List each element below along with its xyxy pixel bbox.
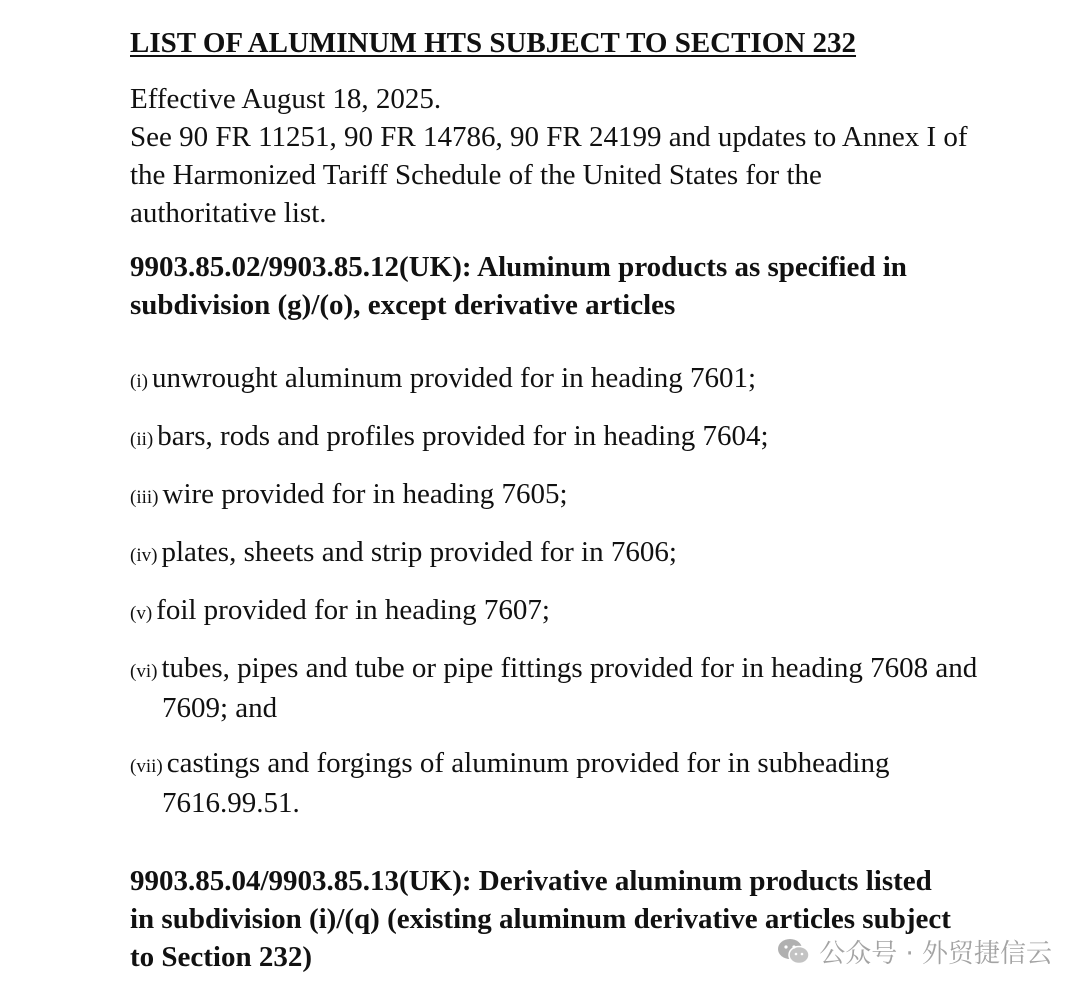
item-text: castings and forgings of aluminum provided for in subheading 7616.99.51. xyxy=(162,747,890,819)
item-text: bars, rods and profiles provided for in heading 7604; xyxy=(157,420,769,452)
list-item xyxy=(130,745,1022,822)
item-number: (vi) xyxy=(130,661,158,682)
list-item xyxy=(130,592,1022,632)
item-text: foil provided for in heading 7607; xyxy=(156,594,550,626)
item-number: (i) xyxy=(130,371,148,392)
list-item xyxy=(130,534,1022,574)
intro-block xyxy=(130,80,970,232)
item-number: (ii) xyxy=(130,429,154,450)
list-item xyxy=(130,418,1022,458)
list-item xyxy=(130,360,1022,400)
product-list xyxy=(130,360,1030,822)
wechat-icon xyxy=(777,937,811,967)
watermark-text: 公众号 · 外贸捷信云 xyxy=(819,939,1052,969)
list-item xyxy=(130,650,1022,727)
item-number: (vii) xyxy=(130,756,163,777)
section-heading-products: 9903.85.02/9903.85.12(UK): Aluminum products as specified in subdivision (g)/(o), except derivative articles xyxy=(130,251,907,321)
item-number: (iv) xyxy=(130,545,158,566)
document-page xyxy=(130,24,1030,976)
watermark xyxy=(777,933,1052,970)
authoritative-list-note: See 90 FR 11251, 90 FR 14786, 90 FR 24199 and updates to Annex I of the Harmonized Tariff Schedule of the United States for the authoritative list. xyxy=(130,121,968,229)
item-number: (iii) xyxy=(130,487,159,508)
item-text: unwrought aluminum provided for in heading 7601; xyxy=(151,362,757,394)
effective-date: Effective August 18, 2025. xyxy=(130,83,442,115)
section-heading-derivatives: 9903.85.04/9903.85.13(UK): Derivative aluminum products listed in subdivision (i)/(q) (existing aluminum derivative articles subject to Section 232) xyxy=(130,865,951,973)
document-title: LIST OF ALUMINUM HTS SUBJECT TO SECTION 232 xyxy=(130,27,857,59)
list-item xyxy=(130,476,1022,516)
item-text: tubes, pipes and tube or pipe fittings provided for in heading 7608 and 7609; and xyxy=(161,652,978,724)
item-text: wire provided for in heading 7605; xyxy=(162,478,568,510)
item-number: (v) xyxy=(130,603,153,624)
item-text: plates, sheets and strip provided for in 7606; xyxy=(161,536,677,568)
